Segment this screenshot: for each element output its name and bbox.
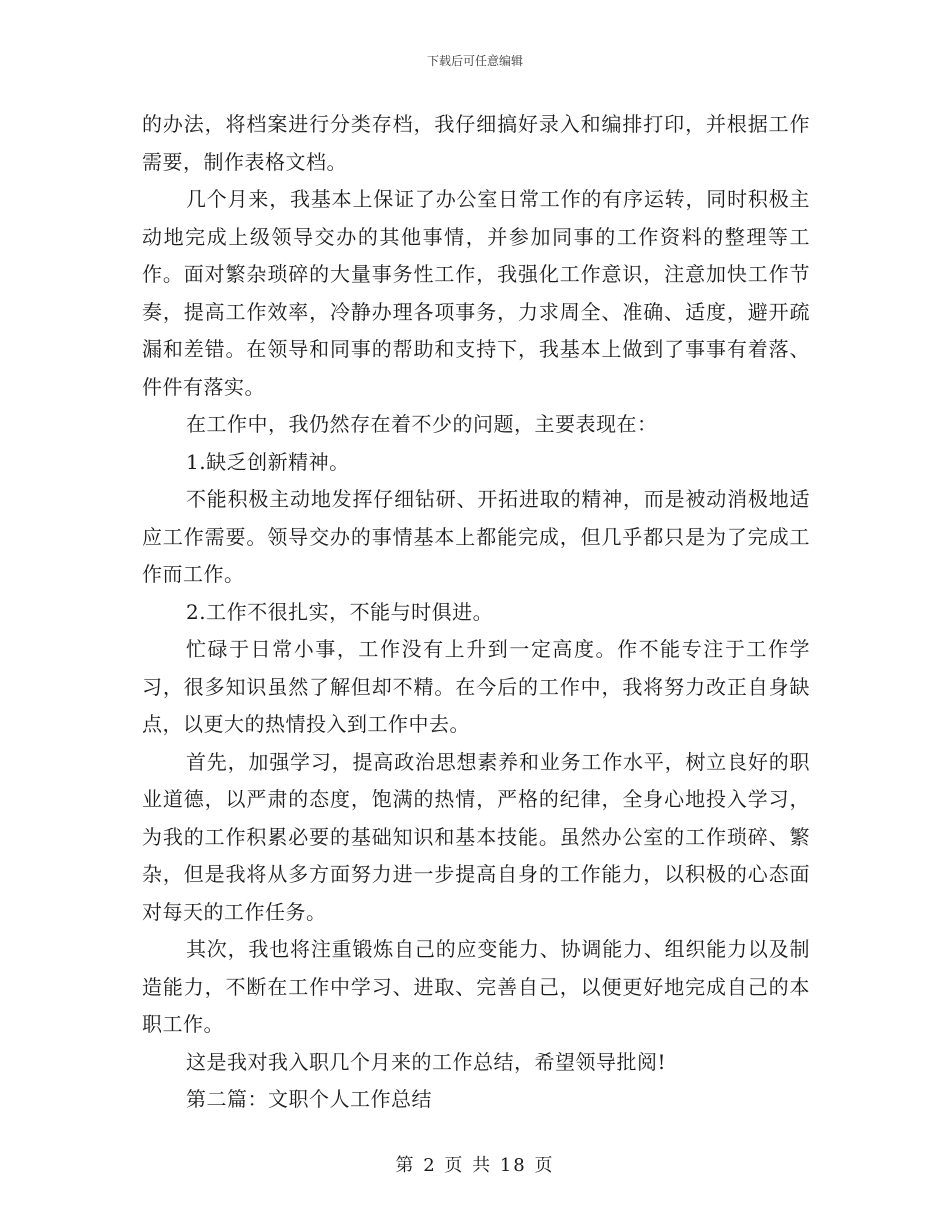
paragraph-10: 这是我对我入职几个月来的工作总结，希望领导批阅! [186,1049,667,1074]
section-heading: 第二篇：文职个人工作总结 [186,1087,432,1111]
paragraph-1: 的办法，将档案进行分类存档，我仔细搞好录入和编排打印，并根据工作需要，制作表格文档。 [142,112,810,174]
paragraph-2: 几个月来，我基本上保证了办公室日常工作的有序运转，同时积极主动地完成上级领导交办的其他事情，并参加同事的工作资料的整理等工作。面对繁杂琐碎的大量事务性工作，我强化工作意识，注意加快工作节奏，提高工作效率，冷静办理各项事务，力求周全、准确、适度，避开疏漏和差错。在领导和同事的帮助和支持下，我基本上做到了事事有着落、件件有落实。 [142,187,810,399]
paragraph-9: 其次，我也将注重锻炼自己的应变能力、协调能力、组织能力以及制造能力，不断在工作中学习、进取、完善自己，以便更好地完成自己的本职工作。 [142,937,810,1036]
paragraph-8: 首先，加强学习，提高政治思想素养和业务工作水平，树立良好的职业道德，以严肃的态度，饱满的热情，严格的纪律，全身心地投入学习，为我的工作积累必要的基础知识和基本技能。虽然办公室的工作琐碎、繁杂，但是我将从多方面努力进一步提高自身的工作能力，以积极的心态面对每天的工作任务。 [142,749,810,924]
paragraph-5: 不能积极主动地发挥仔细钻研、开拓进取的精神，而是被动消极地适应工作需要。领导交办的事情基本上都能完成，但几乎都只是为了完成工作而工作。 [142,487,810,586]
list-item-2-heading: 2.工作不很扎实，不能与时俱进。 [186,599,494,624]
list-item-1-heading: 1.缺乏创新精神。 [186,449,350,474]
page-header: 下载后可任意编辑 [426,54,523,68]
paragraph-7: 忙碌于日常小事，工作没有上升到一定高度。作不能专注于工作学习，很多知识虽然了解但却不精。在今后的工作中，我将努力改正自身缺点，以更大的热情投入到工作中去。 [142,637,810,736]
paragraph-3: 在工作中，我仍然存在着不少的问题，主要表现在： [186,412,658,436]
document-body [142,106,810,1119]
page-footer: 第 2 页 共 18 页 [395,1155,555,1176]
